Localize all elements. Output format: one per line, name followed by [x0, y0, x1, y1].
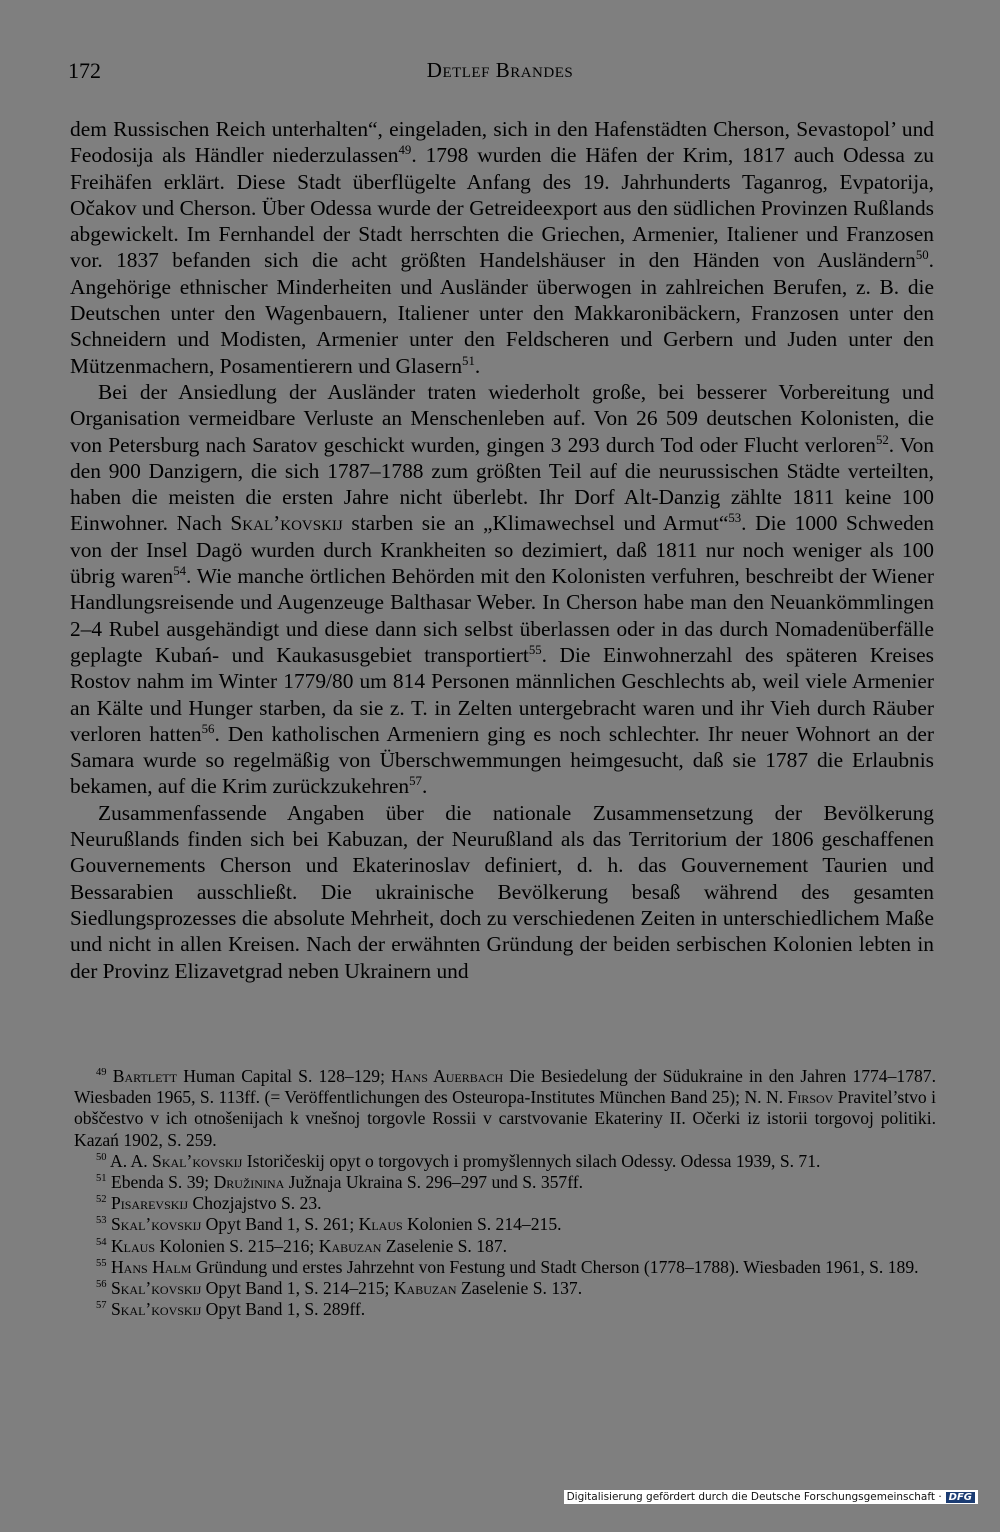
- footnote-ref: 55: [528, 642, 542, 657]
- paragraph: Zusammenfassende Angaben über die nationale Zusammensetzung der Bevölkerung Neurußlands finden sich bei Kabuzan, der Neurußland als das Territorium der 1806 geschaffenen Gouvernements Cherson und Ekaterinoslav definiert, d. h. das Gouvernement Taurien und Bessarabien ausschließt. Die ukrainische Bevölkerung besaß während des gesamten Siedlungsprozesses die absolute Mehrheit, doch zu verschiedenen Zeiten in unterschiedlichem Maße und nicht in allen Kreisen. Nach der erwähnten Gründung der beiden serbischen Kolonien lebten in der Provinz Elizavetgrad neben Ukrainern und: [70, 800, 934, 983]
- body-text: [70, 116, 934, 984]
- footnote: $^{51}$ Ebenda S. 39; Družinina Južnaja Ukraina S. 296–297 und S. 357ff.: [96, 1172, 584, 1193]
- footnote: $^{49}$ Bartlett Human Capital S. 128–129; Hans Auerbach Die Besiedelung der Südukraine in den Jahren 1774–1787. Wiesbaden 1965, S. 113ff. (= Veröffentlichungen des Osteuropa-Institutes München Band 25); N. N. Firsov Pravitel’stvo i obščestvo v ich otnošenijach k vnešnoj torgovle Rossii v carstvovanie Ekateriny II. Očerki iz istorii torgovoj politiki. Kazań 1902, S. 259.: [74, 1066, 937, 1150]
- footnote: $^{50}$ A. A. Skal’kovskij Istoričeskij opyt o torgovych i promyšlennych silach Odessy. Odessa 1939, S. 71.: [96, 1150, 821, 1171]
- paragraph: Bei der Ansiedlung der Ausländer traten wiederholt große, bei besserer Vorbereitung und Organisation vermeidbare Verluste an Menschenleben auf. Von 26 509 deutschen Kolonisten, die von Petersburg nach Saratov geschickt wurden, gingen 3 293 durch Tod oder Flucht verloren$^{52}$. Von den 900 Danzigern, die sich 1787–1788 zum größten Teil auf die neurussischen Städte verteilten, haben die meisten die ersten Jahre nicht überlebt. Ihr Dorf Alt-Danzig zählte 1811 keine 100 Einwohner. Nach Skal’kovskij starben sie an „Klimawechsel und Armut“$^{53}$. Die 1000 Schweden von der Insel Dagö wurden durch Krankheiten so dezimiert, daß 1811 nur noch weniger als 100 übrig waren$^{54}$. Wie manche örtlichen Behörden mit den Kolonisten verfuhren, beschreibt der Wiener Handlungsreisende und Augenzeuge Balthasar Weber. In Cherson habe man den Neuankömmlingen 2–4 Rubel ausgehändigt und diese dann sich selbst überlassen oder in das durch Nomadenüberfälle geplagte Kubań- und Kaukasusgebiet transportiert$^{55}$. Die Einwohnerzahl des späteren Kreises Rostov nahm im Winter 1779/80 um 814 Personen männlichen Geschlechts ab, weil viele Armenier an Kälte und Hunger starben, da sie z. T. in Zelten untergebracht waren und ihr Vieh durch Räuber verloren hatten$^{56}$. Den katholischen Armeniern ging es noch schlechter. Ihr neuer Wohnort an der Samara wurde so regelmäßig von Überschwemmungen heimgesucht, daß sie 1787 die Erlaubnis bekamen, auf die Krim zurückzukehren$^{57}$.: [70, 379, 935, 799]
- footnote: $^{55}$ Hans Halm Gründung und erstes Jahrzehnt von Festung und Stadt Cherson (1778–1788). Wiesbaden 1961, S. 189.: [96, 1256, 919, 1277]
- dfg-logo-icon: DFG: [946, 1492, 975, 1503]
- footnote-ref: 52: [875, 432, 889, 447]
- footnote: $^{54}$ Klaus Kolonien S. 215–216; Kabuzan Zaselenie S. 187.: [96, 1235, 508, 1256]
- footnote-ref: 50: [915, 248, 929, 263]
- footnote: $^{57}$ Skal’kovskij Opyt Band 1, S. 289ff.: [96, 1299, 366, 1320]
- funding-note: Digitalisierung gefördert durch die Deutsche Forschungsgemeinschaft ·: [566, 1491, 942, 1503]
- page-number: 172: [68, 58, 101, 83]
- footnote: $^{56}$ Skal’kovskij Opyt Band 1, S. 214–215; Kabuzan Zaselenie S. 137.: [96, 1278, 583, 1299]
- paragraph: dem Russischen Reich unterhalten“, eingeladen, sich in den Hafenstädten Cherson, Sevastopol’ und Feodosija als Händler niederzulassen$^{49}$. 1798 wurden die Häfen der Krim, 1817 auch Odessa zu Freihäfen erklärt. Diese Stadt überflügelte Anfang des 19. Jahrhunderts Taganrog, Evpatorija, Očakov und Cherson. Über Odessa wurde der Getreideexport aus den südlichen Provinzen Rußlands abgewickelt. Im Fernhandel der Stadt herrschten die Griechen, Armenier, Italiener und Franzosen vor. 1837 befanden sich die acht größten Handelshäuser in den Händen von Ausländern$^{50}$. Angehörige ethnischer Minderheiten und Ausländer überwogen in zahlreichen Berufen, z. B. die Deutschen unter den Wagenbauern, Italiener unter den Makkaronibäckern, Franzosen unter den Schneidern und Modisten, Armenier unter den Feldscheren und Gerbern und Juden unter den Mützenmachern, Posamentierern und Glasern$^{51}$.: [70, 117, 934, 378]
- footnote-ref: 54: [173, 563, 187, 578]
- footnote-ref: 53: [728, 511, 742, 526]
- funding-footer: [564, 1490, 978, 1504]
- footnote-ref: 57: [409, 774, 422, 789]
- footnote-ref: 49: [398, 143, 412, 158]
- footnote: $^{52}$ Pisarevskij Chozjajstvo S. 23.: [96, 1193, 322, 1214]
- footnotes: [74, 1066, 936, 1320]
- page-header: [68, 58, 932, 88]
- running-head: Detlef Brandes: [426, 58, 574, 82]
- author-name: Skal’kovskij: [230, 511, 343, 536]
- footnote: $^{53}$ Skal’kovskij Opyt Band 1, S. 261; Klaus Kolonien S. 214–215.: [96, 1214, 562, 1235]
- footnote-ref: 51: [462, 353, 475, 368]
- footnote-ref: 56: [201, 721, 215, 736]
